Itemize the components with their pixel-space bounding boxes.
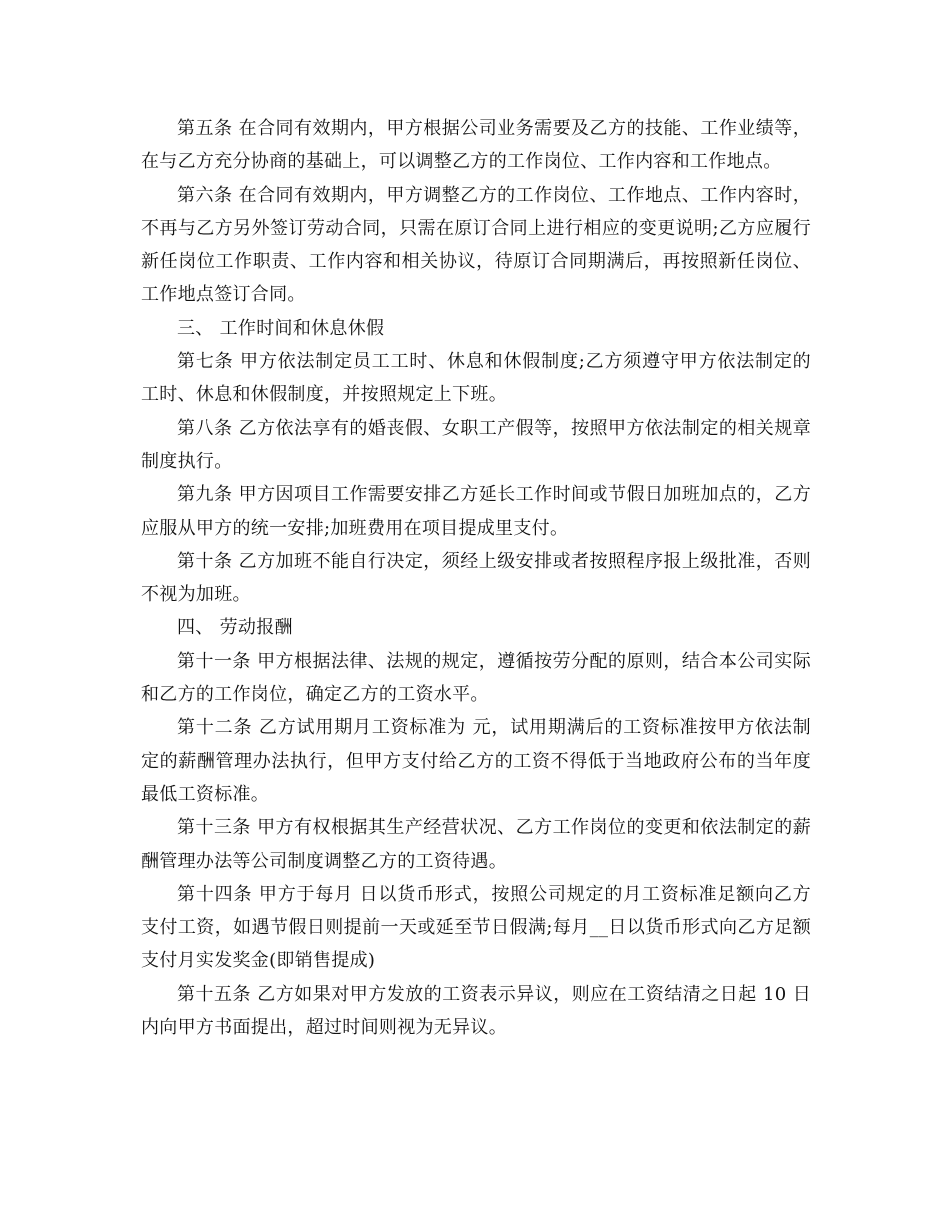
section-heading-4: 四、 劳动报酬 [177,617,293,639]
section-heading-3: 三、 工作时间和休息休假 [177,317,385,339]
article-15: 第十五条 乙方如果对甲方发放的工资表示异议，则应在工资结清之日起 10 日内向甲方书面提出，超过时间则视为无异议。 [141,983,811,1039]
article-12: 第十二条 乙方试用期月工资标准为 元，试用期满后的工资标准按甲方依法制定的薪酬管理办法执行，但甲方支付给乙方的工资不得低于当地政府公布的当年度最低工资标准。 [141,717,811,805]
article-7: 第七条 甲方依法制定员工工时、休息和休假制度;乙方须遵守甲方依法制定的工时、休息和休假制度，并按照规定上下班。 [141,351,811,406]
article-8: 第八条 乙方依法享有的婚丧假、女职工产假等，按照甲方依法制定的相关规章制度执行。 [141,417,811,472]
article-6: 第六条 在合同有效期内，甲方调整乙方的工作岗位、工作地点、工作内容时，不再与乙方另外签订劳动合同，只需在原订合同上进行相应的变更说明;乙方应履行新任岗位工作职责、工作内容和相关协议，待原订合同期满后，再按照新任岗位、工作地点签订合同。 [141,184,811,306]
article-5: 第五条 在合同有效期内，甲方根据公司业务需要及乙方的技能、工作业绩等，在与乙方充分协商的基础上，可以调整乙方的工作岗位、工作内容和工作地点。 [141,118,811,173]
article-9: 第九条 甲方因项目工作需要安排乙方延长工作时间或节假日加班加点的，乙方应服从甲方的统一安排;加班费用在项目提成里支付。 [141,484,811,539]
article-10: 第十条 乙方加班不能自行决定，须经上级安排或者按照程序报上级批准，否则不视为加班。 [141,550,811,606]
article-11: 第十一条 甲方根据法律、法规的规定，遵循按劳分配的原则，结合本公司实际和乙方的工作岗位，确定乙方的工资水平。 [141,650,811,706]
article-13: 第十三条 甲方有权根据其生产经营状况、乙方工作岗位的变更和依法制定的薪酬管理办法等公司制度调整乙方的工资待遇。 [141,817,811,872]
article-14: 第十四条 甲方于每月 日以货币形式，按照公司规定的月工资标准足额向乙方支付工资，如遇节假日则提前一天或延至节日假满;每月__日以货币形式向乙方足额支付月实发奖金(即销售提成) [141,883,811,972]
document-body [141,112,811,1044]
